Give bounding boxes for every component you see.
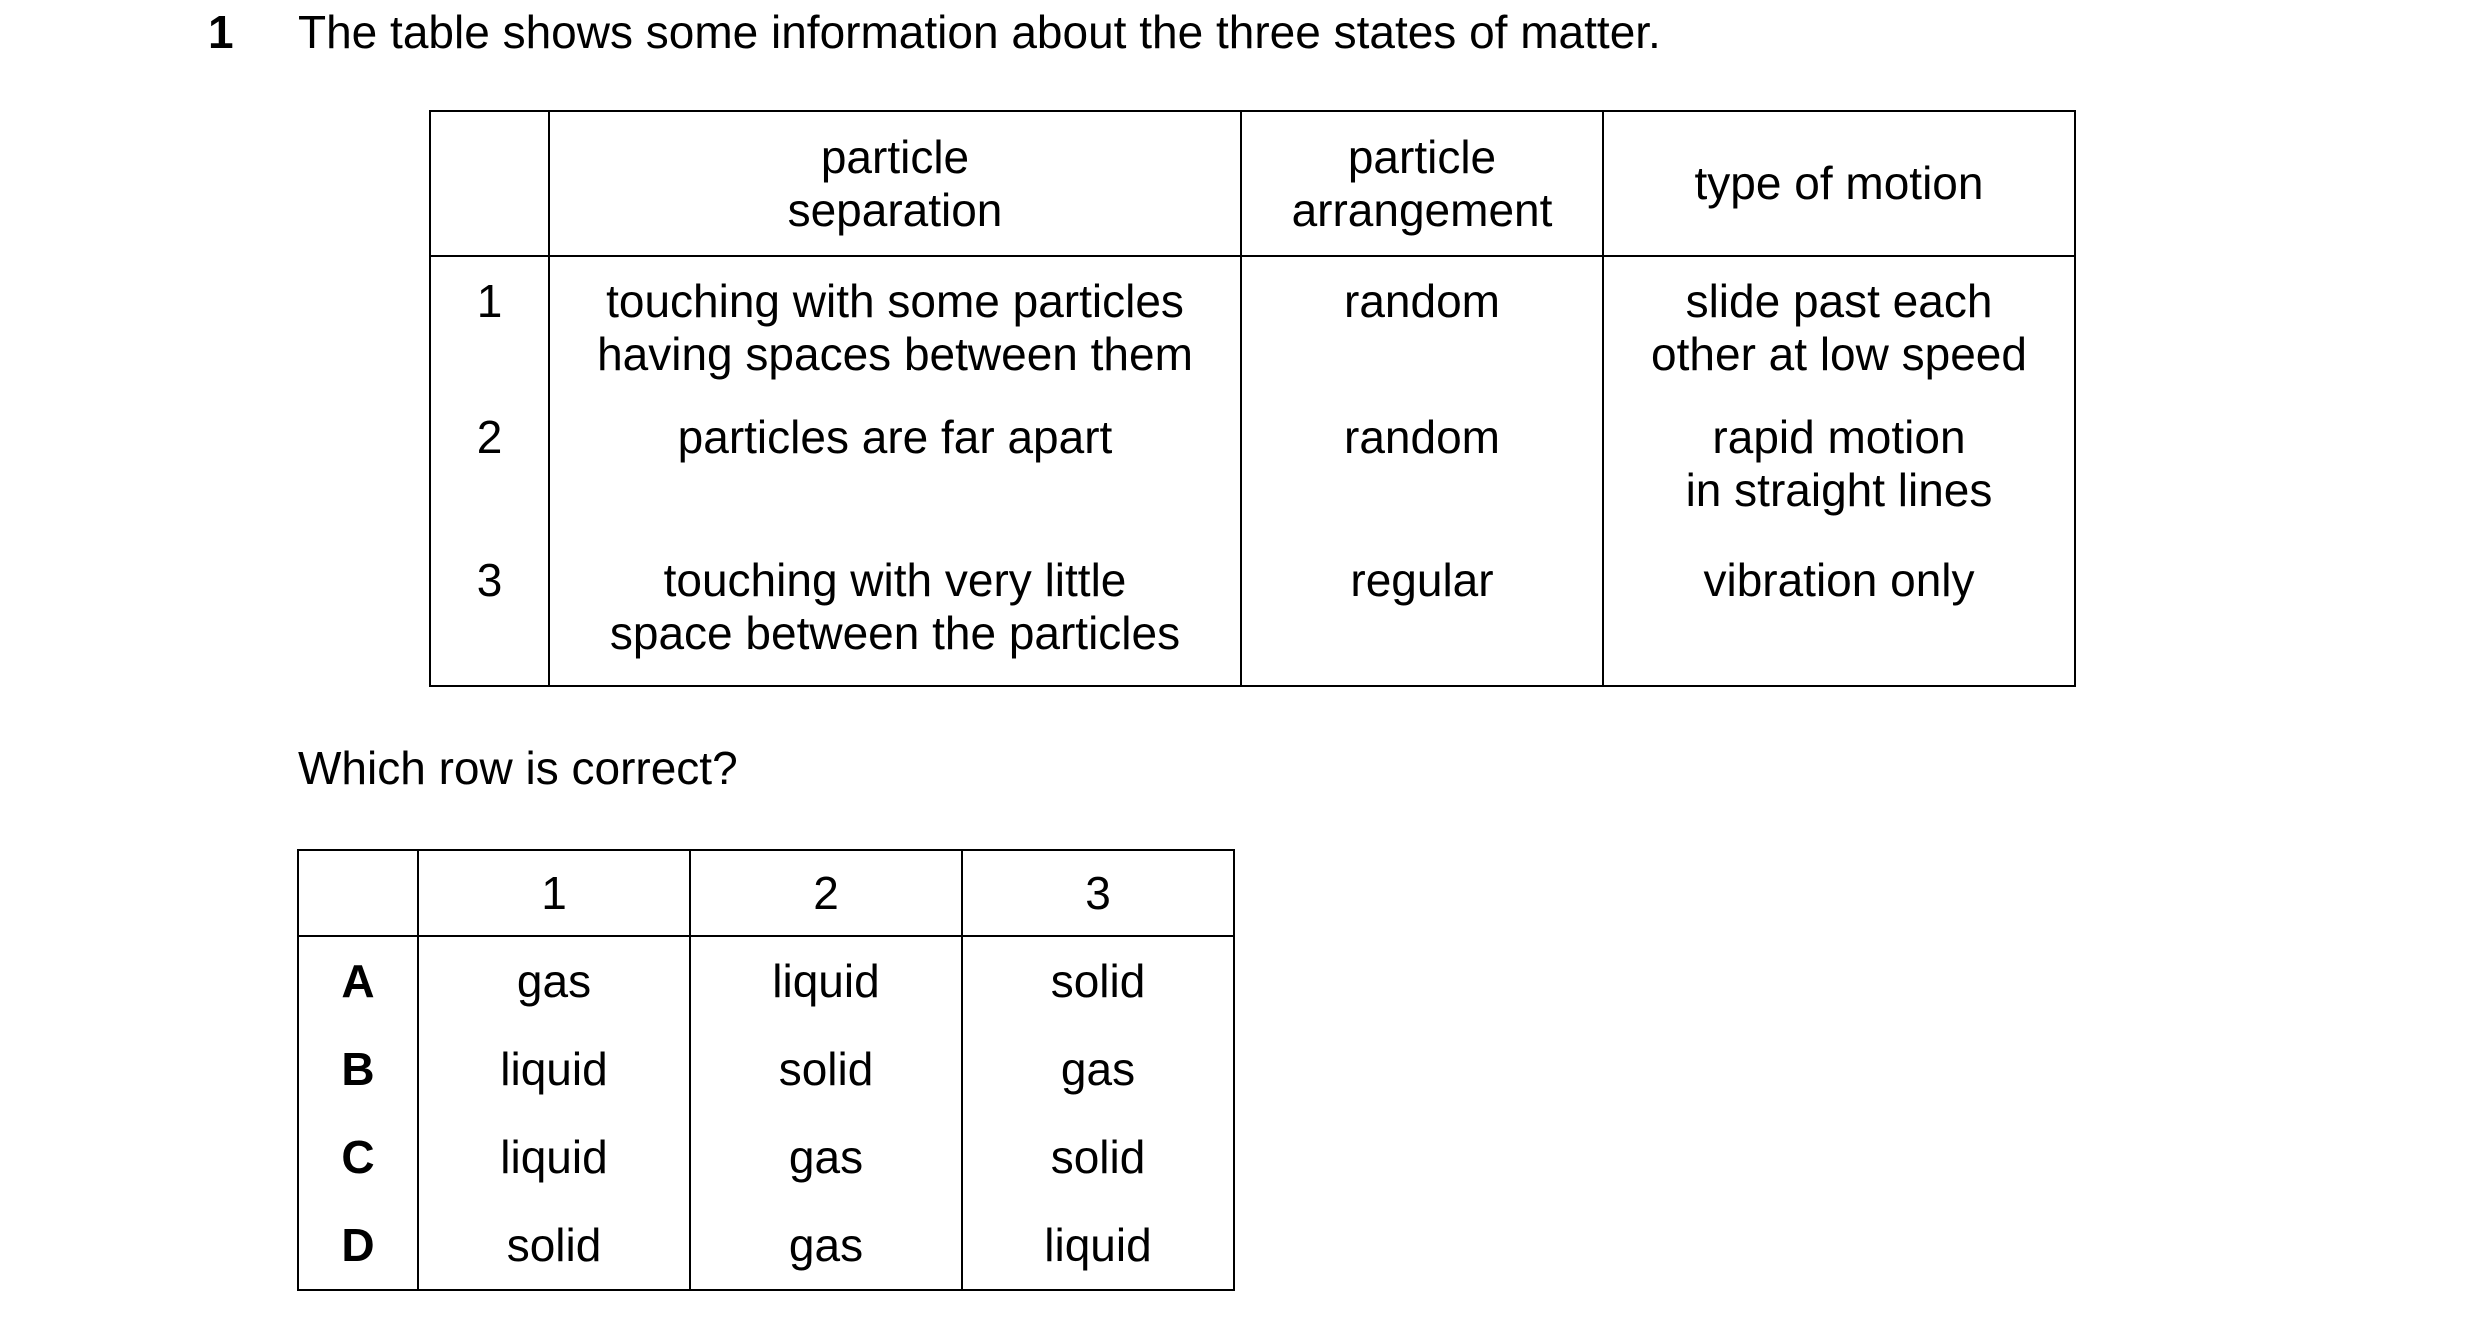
states-of-matter-table <box>429 110 2076 687</box>
option-state-2: gas <box>690 1113 962 1201</box>
option-state-2: gas <box>690 1201 962 1290</box>
option-state-2: liquid <box>690 936 962 1025</box>
motion-cell: slide past each other at low speed <box>1603 256 2075 399</box>
answer-header-2: 2 <box>690 850 962 936</box>
option-letter: B <box>298 1025 418 1113</box>
header-particle-separation: particle separation <box>549 111 1241 256</box>
option-state-3: liquid <box>962 1201 1234 1290</box>
option-state-3: solid <box>962 936 1234 1025</box>
row-number: 1 <box>430 256 549 399</box>
table-row <box>430 542 2075 686</box>
option-letter: A <box>298 936 418 1025</box>
option-letter: C <box>298 1113 418 1201</box>
option-state-1: liquid <box>418 1025 690 1113</box>
header-particle-arrangement: particle arrangement <box>1241 111 1603 256</box>
question-number: 1 <box>208 6 234 58</box>
option-letter: D <box>298 1201 418 1290</box>
option-state-3: solid <box>962 1113 1234 1201</box>
option-state-2: solid <box>690 1025 962 1113</box>
answer-options-table <box>297 849 1235 1291</box>
answer-option-b[interactable] <box>298 1025 1234 1113</box>
table-row <box>430 256 2075 399</box>
option-state-1: gas <box>418 936 690 1025</box>
row-number: 3 <box>430 542 549 686</box>
row-number: 2 <box>430 399 549 542</box>
arrangement-cell: regular <box>1241 542 1603 686</box>
answer-option-a[interactable] <box>298 936 1234 1025</box>
header-blank-cell <box>430 111 549 256</box>
answer-option-d[interactable] <box>298 1201 1234 1290</box>
option-state-1: solid <box>418 1201 690 1290</box>
motion-cell: rapid motion in straight lines <box>1603 399 2075 542</box>
answer-header-blank <box>298 850 418 936</box>
option-state-1: liquid <box>418 1113 690 1201</box>
answer-header-1: 1 <box>418 850 690 936</box>
option-state-3: gas <box>962 1025 1234 1113</box>
question-prompt: Which row is correct? <box>298 742 738 794</box>
separation-cell: particles are far apart <box>549 399 1241 542</box>
question-text: The table shows some information about the three states of matter. <box>298 6 1661 58</box>
answer-header-row <box>298 850 1234 936</box>
separation-cell: touching with very little space between the particles <box>549 542 1241 686</box>
answer-option-c[interactable] <box>298 1113 1234 1201</box>
separation-cell: touching with some particles having spaces between them <box>549 256 1241 399</box>
motion-cell: vibration only <box>1603 542 2075 686</box>
arrangement-cell: random <box>1241 399 1603 542</box>
table-row <box>430 399 2075 542</box>
answer-header-3: 3 <box>962 850 1234 936</box>
header-type-of-motion: type of motion <box>1603 111 2075 256</box>
arrangement-cell: random <box>1241 256 1603 399</box>
table-header-row <box>430 111 2075 256</box>
